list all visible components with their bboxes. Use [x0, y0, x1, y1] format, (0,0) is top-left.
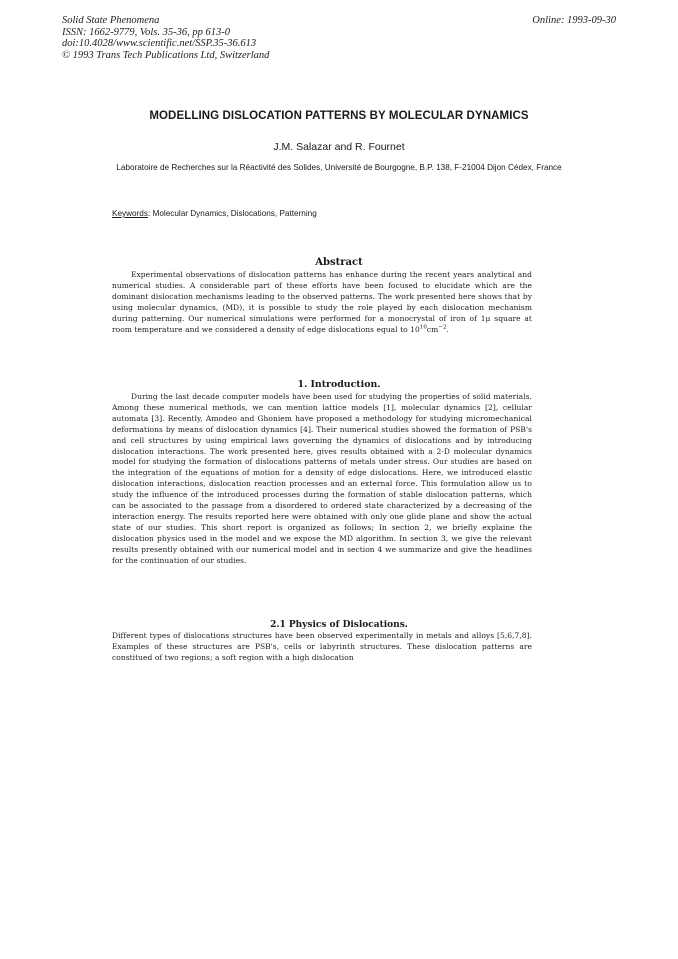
issn-line: ISSN: 1662-9779, Vols. 35-36, pp 613-0 [62, 26, 230, 38]
introduction-heading: 1. Introduction. [297, 379, 381, 390]
copyright-line: © 1993 Trans Tech Publications Ltd, Switzerland [62, 49, 270, 61]
keywords-line [112, 209, 317, 218]
physics-heading: 2.1 Physics of Dislocations. [270, 620, 408, 630]
density-exponent: 10 [419, 324, 427, 331]
physics-paragraph: Different types of dislocations structures have been observed experimentally in metals and alloys [5,6,7,8]. Examples of these structures are PSB's, cells or labyrinth structures. These dislocation patterns are constitued of two regions; a soft region with a high dislocation [112, 631, 532, 662]
abstract-end: . [446, 324, 449, 334]
keywords-text: : Molecular Dynamics, Dislocations, Patterning [147, 209, 317, 218]
density-unit: cm [426, 324, 439, 334]
abstract-paragraph [112, 270, 532, 335]
abstract-heading: Abstract [315, 257, 363, 268]
citation-header [62, 15, 269, 61]
keywords-label: Keywords [112, 209, 148, 218]
online-date: Online: 1993-09-30 [532, 15, 616, 26]
unit-exponent: −2 [438, 324, 447, 331]
paper-authors: J.M. Salazar and R. Fournet [273, 141, 405, 153]
paper-title: MODELLING DISLOCATION PATTERNS BY MOLECULAR DYNAMICS [149, 110, 529, 122]
author-affiliation: Laboratoire de Recherches sur la Réactivité des Solides, Université de Bourgogne, B.P. 138, F-21004 Dijon Cédex, France [116, 163, 562, 172]
doi-link[interactable]: doi:10.4028/www.scientific.net/SSP.35-36.613 [62, 38, 257, 50]
journal-name: Solid State Phenomena [62, 15, 160, 26]
abstract-text: Experimental observations of dislocation patterns has enhance during the recent years analytical and numerical studies. A considerable part of these efforts have been focused to elucidate which are the dominant dislocation mechanisms leading to the observed patterns. The work presented here shows that by using molecular dynamics, (MD), it is possible to study the role played by each dislocation mechanism during patterning. Our numerical simulations were performed for a monocrystal of iron of 1μ square at room temperature and we considered a density of edge dislocations equal to 10 [112, 270, 532, 334]
introduction-paragraph: During the last decade computer models have been used for studying the properties of solid materials. Among these numerical methods, we can mention lattice models [1], molecular dynamics [2], cellular automata [3]. Recently, Amodeo and Ghoniem have proposed a methodology for studying micromechanical deformations by means of dislocation dynamics [4]. Their numerical studies showed the formation of PSB's and cell structures by using empirical laws governing the dynamics of dislocations and by introducing dislocation interactions. The work presented here, gives results obtained with a 2-D molecular dynamics model for studying the formation of dislocations patterns of metals under stress. Our studies are based on the integration of the equations of motion for a density of edge dislocations. Here, we introduced elastic dislocation interactions, dislocation reaction processes and an external force. This formulation allow us to study the influence of the introduced processes during the formation of stable dislocation patterns, which can be associated to the passage from a disordered to ordered state characterized by a decreasing of the interaction energy. The results reported here were obtained with only one glide plane and show the actual state of our studies. This short report is organized as follows; In section 2, we briefly explaine the dislocation physics used in the model and we expose the MD algorithm. In section 3, we give the relevant results presently obtained with our numerical model and in section 4 we summarize and give the headlines for the continuation of our studies. [112, 392, 532, 565]
